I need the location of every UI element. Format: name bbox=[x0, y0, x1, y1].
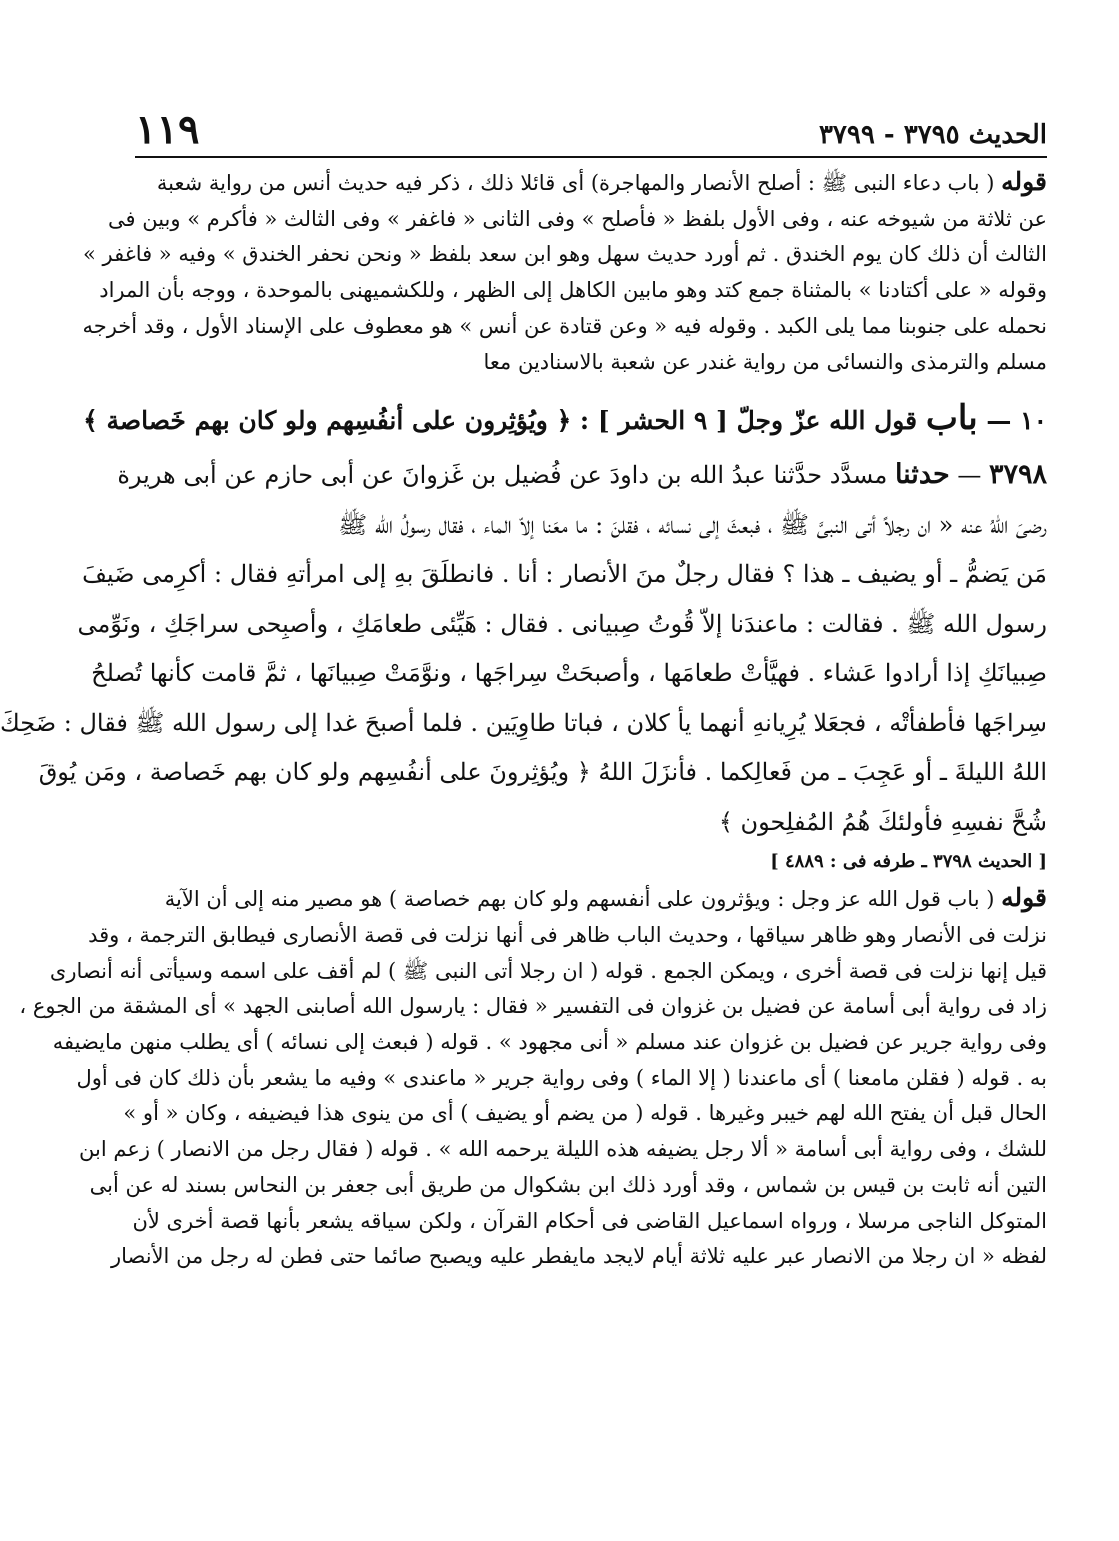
chapter-title: قول الله عزّ وجلّ [ ٩ الحشر ] : ﴿ ويُؤثِرون على أنفُسِهم ولو كان بهم خَصاصة ﴾ bbox=[83, 406, 918, 436]
hadith-line bbox=[117, 450, 1047, 501]
commentary-text: ( باب قول الله عز وجل : ويؤثرون على أنفسهم ولو كان بهم خصاصة ) هو مصير منه إلى أن الآية bbox=[164, 887, 995, 912]
cross-reference: [ الحديث ٣٧٩٨ ـ طرفه فى : ٤٨٨٩ ] bbox=[770, 851, 1047, 873]
commentary-line: به . قوله ( فقلن مامعنا ) أى ماعندنا ( إلا الماء ) وفى رواية جرير « ماعندى » وفيه ما يشعر بأن ذلك كان فى أول bbox=[76, 1065, 1047, 1090]
commentary-line: وفى رواية جرير عن فضيل بن غزوان عند مسلم « أنى مجهود » . قوله ( فبعث إلى نسائه ) أى يطلب منهن مايضيفه bbox=[52, 1030, 1047, 1055]
commentary-line: لفظه « ان رجلا من الانصار عبر عليه ثلاثة أيام لايجد مايفطر عليه ويصبح صائما حتى فطن له رجل من الأنصار bbox=[110, 1244, 1047, 1269]
hadith-line: مَن يَضمُّ ـ أو يضيف ـ هذا ؟ فقال رجلٌ منَ الأنصار : أنا . فانطلَقَ بهِ إلى امرأتهِ فقال : أكرِمى ضَيفَ bbox=[82, 560, 1047, 589]
commentary-line: زاد فى رواية أبى أسامة عن فضيل بن غزوان فى التفسير « فقال : يارسول الله أصابنى الجهد » أى المشقة من الجوع ، bbox=[19, 994, 1047, 1019]
commentary-line: قيل إنها نزلت فى قصة أخرى ، ويمكن الجمع . قوله ( ان رجلا أتى النبى ﷺ ) لم أقف على اسمه وسيأتى أنه أنصارى bbox=[49, 958, 1047, 983]
commentary-block-1 bbox=[82, 164, 1047, 380]
hadith-line: سِراجَها فأطفأتْه ، فجعَلا يُرِيانهِ أنهما يأ كلان ، فباتا طاوِيَين . فلما أصبحَ غدا إلى رسول الله ﷺ فقال : ضَحِكَ bbox=[0, 708, 1047, 737]
commentary-line: وقوله « على أكتادنا » بالمثناة جمع كتد وهو مابين الكاهل إلى الظهر ، وللكشميهنى بالموحدة ، ووجه بأن المراد bbox=[99, 278, 1047, 303]
chapter-number: ١٠ bbox=[1020, 406, 1047, 436]
commentary-line: نحمله على جنوبنا مما يلى الكبد . وقوله فيه « وعن قتادة عن أنس » هو معطوف على الإسناد الأول ، وقد أخرجه bbox=[82, 313, 1047, 338]
hadith-line: رسول الله ﷺ . فقالت : ماعندَنا إلاّ قُوتُ صِبيانى . فقال : هَيِّئى طعامَكِ ، وأصبِحى سراجَكِ ، ونَوِّمى bbox=[77, 609, 1047, 638]
hadith-line: صِبيانَكِ إذا أرادوا عَشاء . فهيَّأتْ طعامَها ، وأصبحَتْ سِراجَها ، ونوَّمَتْ صِبيانَها ، ثمَّ قامت كأنها تُصلحُ bbox=[91, 659, 1047, 688]
hadith-line: رضىَ اللهُ عنه « ان رجلاً أتى النبىَّ ﷺ ، فبعثَ إلى نسائه ، فقلنَ : ما معَنا إلاّ الماء ، فقال رسولُ الله ﷺ bbox=[338, 510, 1047, 539]
page-number: ١١٩ bbox=[135, 106, 200, 153]
commentary-line bbox=[135, 164, 1047, 202]
chapter-dash: — bbox=[986, 406, 1012, 436]
commentary-line: عن ثلاثة من شيوخه عنه ، وفى الأول بلفظ « فأصلح » وفى الثانى « فاغفر » وفى الثالث « فأكرم » وبين فى bbox=[108, 206, 1047, 231]
hadith-text: مسدَّد حدَّثنا عبدُ الله بن داودَ عن فُضيل بن غَزوانَ عن أبى حازم عن أبى هريرة bbox=[117, 461, 888, 490]
commentary-line: نزلت فى الأنصار وهو ظاهر سياقها ، وحديث الباب ظاهر فى أنها نزلت فى قصة الأنصارى فيطابق الترجمة ، وقد bbox=[88, 922, 1047, 947]
commentary-line: المتوكل الناجى مرسلا ، ورواه اسماعيل القاضى فى أحكام القرآن ، ولكن سياقه يشعر بأنها قصة أخرى لأن bbox=[132, 1208, 1047, 1233]
page-header bbox=[135, 88, 1047, 156]
bab-keyword: باب bbox=[925, 398, 978, 439]
hadith-number: ٣٧٩٨ bbox=[988, 459, 1047, 491]
commentary-line: مسلم والترمذى والنسائى من رواية غندر عن شعبة بالاسنادين معا bbox=[483, 349, 1047, 374]
commentary-text: ( باب دعاء النبى ﷺ : أصلح الأنصار والمهاجرة) أى قائلا ذلك ، ذكر فيه حديث أنس من رواية شعبة bbox=[156, 171, 995, 195]
commentary-line: الثالث أن ذلك كان يوم الخندق . ثم أورد حديث سهل وهو ابن سعد بلفظ « ونحن نحفر الخندق » وفيه « فاغفر » bbox=[82, 242, 1047, 267]
hadith-dash: — bbox=[957, 461, 982, 490]
commentary-line: الحال قبل أن يفتح الله لهم خيبر وغيرها . قوله ( من يضم أو يضيف ) أى من ينوى هذا فيضيفه ، وكان « أو » bbox=[123, 1101, 1047, 1126]
hadith-line: شُحَّ نفسِهِ فأولئكَ هُمُ المُفلِحون ﴾ bbox=[718, 807, 1047, 836]
hadith-block bbox=[0, 450, 1047, 847]
haddathana-keyword: حدثنا bbox=[894, 459, 950, 491]
commentary-line bbox=[135, 880, 1047, 918]
commentary-line: التين أنه ثابت بن قيس بن شماس ، وقد أورد ذلك ابن بشكوال من طريق أبى جعفر بن النحاس بسند له عن أبى bbox=[89, 1172, 1047, 1197]
qawluhu-keyword: قوله bbox=[1001, 167, 1047, 196]
qawluhu-keyword: قوله bbox=[1001, 883, 1047, 913]
header-rule bbox=[135, 156, 1047, 158]
hadith-line: اللهُ الليلةَ ـ أو عَجِبَ ـ من فَعالِكما . فأنزَلَ اللهُ ﴿ ويُؤثِرونَ على أنفُسِهم ولو كان بهم خَصاصة ، ومَن يُوقَ bbox=[38, 758, 1047, 787]
running-head: الحديث ٣٧٩٥ - ٣٧٩٩ bbox=[818, 120, 1047, 150]
commentary-line: للشك ، وفى رواية أبى أسامة « ألا رجل يضيفه هذه الليلة يرحمه الله » . قوله ( فقال رجل من الانصار ) زعم ابن bbox=[79, 1137, 1047, 1162]
chapter-heading bbox=[83, 398, 1047, 439]
commentary-block-2 bbox=[19, 880, 1047, 1275]
